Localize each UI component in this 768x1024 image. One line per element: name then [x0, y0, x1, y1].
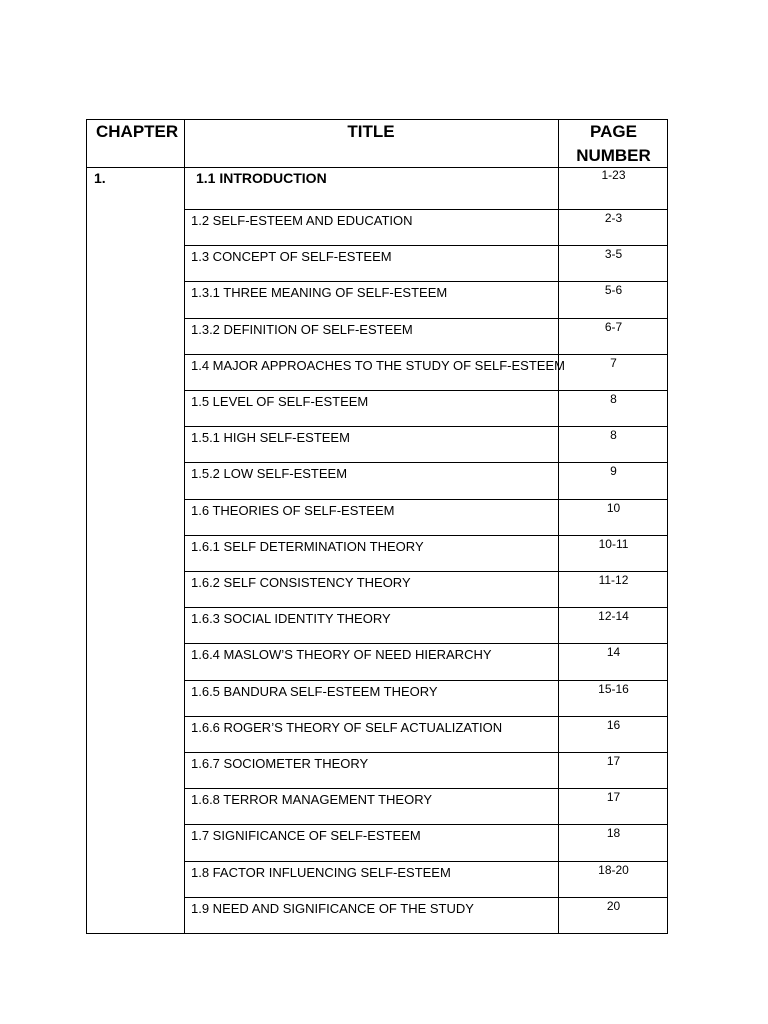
- row-divider: [184, 209, 667, 210]
- toc-row-title: 1.9 NEED AND SIGNIFICANCE OF THE STUDY: [191, 900, 474, 916]
- toc-row-title: 1.6.7 SOCIOMETER THEORY: [191, 756, 369, 771]
- toc-row-page: 17: [606, 754, 621, 768]
- toc-row-page: 8: [610, 392, 617, 406]
- row-divider: [184, 752, 667, 753]
- toc-row-title: 1.5.2 LOW SELF-ESTEEM: [191, 466, 348, 482]
- toc-row-title: 1.6.4 MASLOW’S THEORY OF NEED HIERARCHY: [191, 647, 492, 663]
- chapter-number: 1.: [94, 170, 106, 186]
- row-divider: [184, 897, 667, 898]
- toc-row-page: 10-11: [598, 536, 629, 551]
- table-of-contents: [86, 119, 668, 934]
- toc-row-title: 1.6.6 ROGER’S THEORY OF SELF ACTUALIZATION: [191, 719, 503, 735]
- toc-row-title: 1.1 INTRODUCTION: [196, 170, 327, 186]
- row-divider: [184, 680, 667, 681]
- row-divider: [184, 716, 667, 717]
- toc-row-page: 18-20: [598, 862, 629, 877]
- toc-row-page: 3-5: [604, 247, 623, 262]
- toc-row-title: 1.6.8 TERROR MANAGEMENT THEORY: [191, 792, 433, 808]
- toc-row-title: 1.5.1 HIGH SELF-ESTEEM: [191, 430, 350, 446]
- toc-row-page: 20: [606, 898, 621, 913]
- header-page-line2: NUMBER: [576, 146, 651, 165]
- row-divider: [184, 607, 667, 608]
- row-divider: [184, 535, 667, 536]
- toc-row-page: 17: [606, 790, 621, 805]
- row-divider: [184, 281, 667, 282]
- row-divider: [184, 390, 667, 391]
- toc-row-title: 1.6 THEORIES OF SELF-ESTEEM: [191, 502, 395, 518]
- toc-row-page: 8: [610, 428, 617, 443]
- toc-row-title: 1.3 CONCEPT OF SELF-ESTEEM: [191, 249, 392, 265]
- toc-row-page: 7: [610, 355, 617, 370]
- row-divider: [184, 643, 667, 644]
- row-divider: [184, 245, 667, 246]
- row-divider: [184, 861, 667, 862]
- toc-row-title: 1.5 LEVEL OF SELF-ESTEEM: [191, 394, 369, 409]
- toc-row-page: 15-16: [598, 681, 629, 696]
- row-divider: [184, 824, 667, 825]
- toc-row-page: 18: [606, 826, 621, 841]
- row-divider: [184, 571, 667, 572]
- column-divider-chapter: [184, 120, 185, 933]
- toc-row-title: 1.6.5 BANDURA SELF-ESTEEM THEORY: [191, 683, 438, 699]
- row-divider: [184, 318, 667, 319]
- toc-row-page: 11-12: [598, 573, 629, 587]
- row-divider: [184, 462, 667, 463]
- toc-row-page: 1-23: [601, 168, 626, 182]
- toc-row-title: 1.6.1 SELF DETERMINATION THEORY: [191, 538, 424, 554]
- toc-row-title: 1.4 MAJOR APPROACHES TO THE STUDY OF SELF-ESTEEM: [191, 357, 565, 373]
- toc-row-page: 2-3: [604, 211, 623, 225]
- header-chapter: CHAPTER: [96, 122, 179, 141]
- row-divider: [184, 354, 667, 355]
- toc-row-page: 10: [606, 500, 621, 515]
- row-divider: [184, 499, 667, 500]
- toc-row-page: 9: [610, 464, 617, 479]
- toc-row-page: 12-14: [598, 609, 629, 624]
- header-page-number: [558, 120, 669, 168]
- toc-row-page: 14: [606, 645, 621, 660]
- toc-row-title: 1.6.2 SELF CONSISTENCY THEORY: [191, 575, 411, 590]
- header-title: TITLE: [347, 122, 395, 141]
- header-page-line1: PAGE: [590, 122, 637, 141]
- row-divider: [184, 788, 667, 789]
- toc-row-title: 1.3.1 THREE MEANING OF SELF-ESTEEM: [191, 285, 448, 301]
- toc-row-page: 6-7: [604, 319, 623, 334]
- toc-row-title: 1.6.3 SOCIAL IDENTITY THEORY: [191, 611, 391, 627]
- row-divider: [184, 426, 667, 427]
- column-divider-page: [558, 120, 559, 933]
- toc-row-page: 16: [606, 717, 621, 732]
- toc-row-title: 1.3.2 DEFINITION OF SELF-ESTEEM: [191, 321, 413, 337]
- toc-row-title: 1.2 SELF-ESTEEM AND EDUCATION: [191, 213, 413, 228]
- toc-row-title: 1.8 FACTOR INFLUENCING SELF-ESTEEM: [191, 864, 451, 880]
- toc-row-title: 1.7 SIGNIFICANCE OF SELF-ESTEEM: [191, 828, 421, 844]
- toc-row-page: 5-6: [604, 283, 623, 298]
